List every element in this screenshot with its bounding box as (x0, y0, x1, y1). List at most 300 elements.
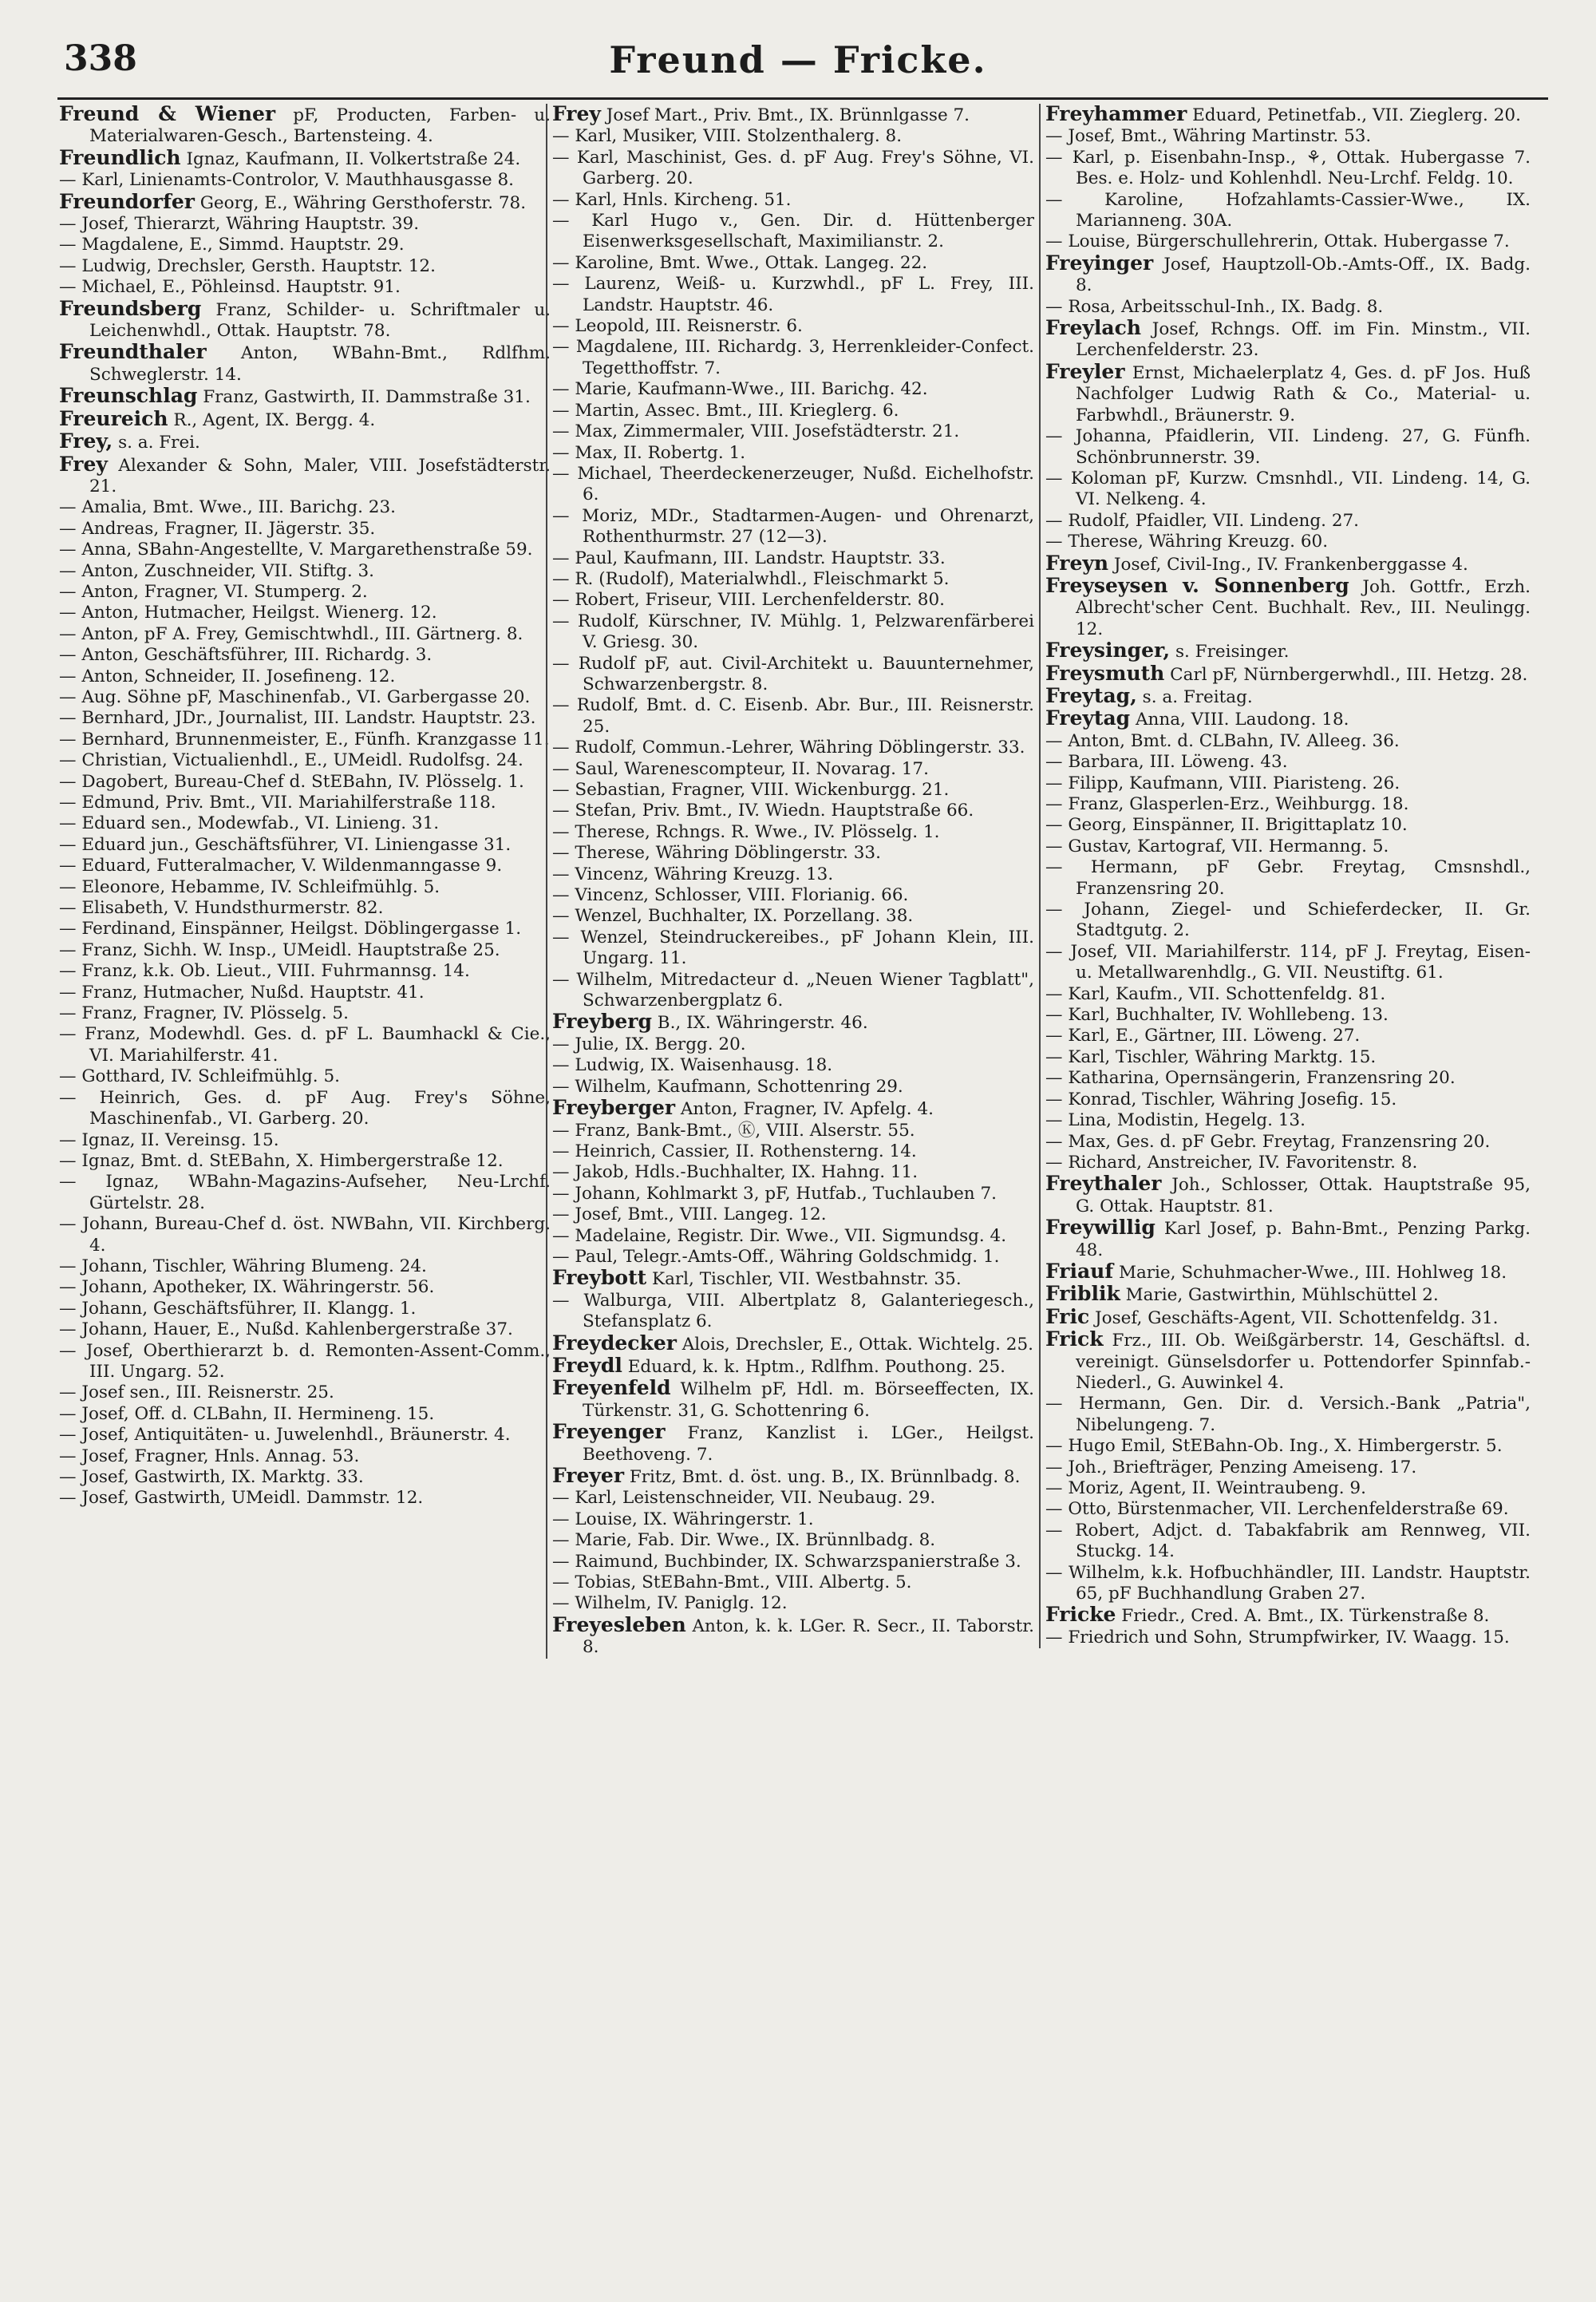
directory-entry (1045, 815, 1531, 836)
directory-entry (1045, 1436, 1531, 1457)
entry-text: — Johann, Bureau-Chef d. öst. NWBahn, VII. Kirchberg. 4. (59, 1214, 551, 1256)
entry-text: — Josef, Oberthierarzt b. d. Remonten-Assent-Comm., III. Ungarg. 52. (59, 1340, 551, 1382)
entry-text: Josef, Rchngs. Off. im Fin. Minstm., VII. Lerchenfelderstr. 23. (1076, 319, 1531, 361)
entry-text: — Hermann, pF Gebr. Freytag, Cmsnshdl., Franzensring 20. (1045, 857, 1531, 899)
entry-text: — Johann, Ziegel- und Schieferdecker, II. Gr. Stadtgutg. 2. (1045, 900, 1531, 941)
directory-entry (1045, 469, 1531, 511)
entry-text: — Stefan, Priv. Bmt., IV. Wiedn. Hauptstraße 66. (552, 801, 974, 821)
directory-entry (552, 337, 1034, 379)
entry-surname: Frick (1045, 1327, 1104, 1351)
directory-entry (59, 1151, 551, 1172)
entry-surname: Freyberger (552, 1096, 676, 1120)
entry-text: Marie, Gastwirthin, Mühlschüttel 2. (1120, 1285, 1439, 1306)
entry-text: — Josef, Fragner, Hnls. Annag. 53. (59, 1446, 360, 1466)
entry-text: — Karoline, Bmt. Wwe., Ottak. Langeg. 22. (552, 252, 928, 273)
entry-text: — Lina, Modistin, Hegelg. 13. (1045, 1110, 1306, 1131)
entry-text: Joh. Gottfr., Erzh. Albrecht'scher Cent. Buchhalt. Rev., III. Neulingg. 12. (1076, 576, 1531, 639)
directory-entry (1045, 1304, 1531, 1329)
directory-entry (59, 750, 551, 771)
entry-text: — Filipp, Kaufmann, VIII. Piaristeng. 26. (1045, 773, 1400, 793)
entry-surname: Freyinger (1045, 251, 1154, 275)
entry-text: — Walburga, VIII. Albertplatz 8, Galanteriegesch., Stefansplatz 6. (552, 1290, 1034, 1332)
directory-entry (59, 1088, 551, 1130)
entry-text: — Moriz, MDr., Stadtarmen-Augen- und Ohrenarzt, Rothenthurmstr. 27 (12—3). (552, 505, 1034, 548)
directory-entry (59, 1467, 551, 1488)
directory-entry (1045, 1499, 1531, 1520)
directory-entry (1045, 1261, 1531, 1284)
entry-surname: Friblik (1045, 1282, 1120, 1306)
entry-text: — Michael, E., Pöhleinsd. Hauptstr. 91. (59, 277, 401, 298)
directory-entry (1045, 126, 1531, 147)
entry-surname: Freysmuth (1045, 661, 1165, 685)
directory-entry (552, 548, 1034, 569)
directory-entry (552, 148, 1034, 190)
entry-text: Ernst, Michaelerplatz 4, Ges. d. pF Jos. Huß Nachfolger Ludwig Rath & Co., Material- u. Farbwhdl., Bräunerstr. 9. (1076, 362, 1531, 425)
entry-text: Franz, Kanzlist i. LGer., Heilgst. Beethoveng. 7. (583, 1423, 1034, 1465)
directory-entry (59, 582, 551, 603)
entry-surname: Freundorfer (59, 189, 195, 213)
directory-entry (552, 253, 1034, 274)
entry-text: — Andreas, Fragner, II. Jägerstr. 35. (59, 518, 376, 539)
entry-text: — Johann, Kohlmarkt 3, pF, Hutfab., Tuchlauben 7. (552, 1183, 997, 1204)
entry-text: — Josef, Off. d. CLBahn, II. Hermineng. 15. (59, 1403, 435, 1424)
entry-text: — Paul, Kaufmann, III. Landstr. Hauptstr. 33. (552, 548, 946, 568)
directory-entry (59, 687, 551, 708)
directory-entry (552, 1162, 1034, 1183)
entry-text: — Anton, Schneider, II. Josefineng. 12. (59, 666, 396, 686)
directory-entry (552, 421, 1034, 442)
directory-entry (1045, 104, 1531, 126)
directory-entry (1045, 1329, 1531, 1394)
directory-entry (59, 793, 551, 813)
entry-text: — Hugo Emil, StEBahn-Ob. Ing., X. Himbergerstr. 5. (1045, 1436, 1503, 1457)
entry-text: Eduard, k. k. Hptm., Rdlfhm. Pouthong. 25. (622, 1356, 1005, 1377)
entry-text: — Karl, Tischler, Währing Marktg. 15. (1045, 1046, 1377, 1067)
directory-entry (59, 1214, 551, 1256)
directory-entry (1045, 1005, 1531, 1026)
entry-text: — Max, Zimmermaler, VIII. Josefstädterstr. 21. (552, 421, 960, 442)
directory-entry (59, 1277, 551, 1298)
entry-text: — Heinrich, Ges. d. pF Aug. Frey's Söhne, Maschinenfab., VI. Garberg. 20. (59, 1087, 551, 1129)
entry-text: Marie, Schuhmacher-Wwe., III. Hohlweg 18. (1113, 1262, 1507, 1283)
entry-text: — Koloman pF, Kurzw. Cmsnhdl., VII. Lindeng. 14, G. VI. Nelkeng. 4. (1045, 468, 1531, 510)
entry-text: Friedr., Cred. A. Bmt., IX. Türkenstraße 8. (1116, 1606, 1490, 1627)
directory-entry (59, 342, 551, 386)
entry-text: — Max, Ges. d. pF Gebr. Freytag, Franzensring 20. (1045, 1131, 1491, 1152)
entry-text: — Edmund, Priv. Bmt., VII. Mariahilferstraße 118. (59, 793, 496, 813)
entry-surname: Freydl (552, 1353, 622, 1377)
entry-text: Fritz, Bmt. d. öst. ung. B., IX. Brünnlbadg. 8. (624, 1467, 1021, 1487)
entry-text: — Karl, p. Eisenbahn-Insp., ⚘, Ottak. Hubergasse 7. Bes. e. Holz- und Kohlenhdl. Neu-Lrchf. Feldg. 10. (1045, 147, 1531, 189)
directory-entry (59, 540, 551, 560)
entry-surname: Freysinger, (1045, 639, 1171, 663)
directory-entry (59, 1256, 551, 1277)
directory-entry (59, 145, 551, 170)
directory-entry (59, 666, 551, 687)
entry-surname: Freund & Wiener (59, 104, 276, 125)
entry-surname: Freyberg (552, 1010, 652, 1034)
directory-entry (59, 961, 551, 982)
entry-text: — Rudolf, Commun.-Lehrer, Währing Döblingerstr. 33. (552, 738, 1025, 758)
directory-entry (552, 401, 1034, 421)
directory-entry (59, 730, 551, 750)
directory-entry (59, 1488, 551, 1509)
entry-text: — Michael, Theerdeckenerzeuger, Nußd. Eichelhofstr. 6. (552, 463, 1034, 505)
directory-entry (552, 1509, 1034, 1530)
entry-text: — Tobias, StEBahn-Bmt., VIII. Albertg. 5. (552, 1572, 912, 1593)
directory-entry (59, 919, 551, 939)
entry-text: Alexander & Sohn, Maler, VIII. Josefstädterstr. 21. (89, 455, 551, 496)
directory-entry (552, 970, 1034, 1012)
entry-text: — Anton, Zuschneider, VII. Stiftg. 3. (59, 560, 374, 581)
entry-surname: Freytag, (1045, 683, 1137, 707)
entry-text: — Louise, Bürgerschullehrerin, Ottak. Hubergasse 7. (1045, 231, 1510, 252)
entry-surname: Fric (1045, 1304, 1090, 1328)
directory-entry (59, 624, 551, 645)
entry-text: — Therese, Rchngs. R. Wwe., IV. Plösselg. 1. (552, 821, 940, 842)
entry-surname: Frey, (59, 429, 113, 453)
directory-entry (552, 1121, 1034, 1141)
directory-entry (59, 940, 551, 961)
entry-text: — Julie, IX. Bergg. 20. (552, 1034, 746, 1054)
entry-text: — Karoline, Hofzahlamts-Cassier-Wwe., IX. Marianneng. 30A. (1045, 189, 1531, 231)
directory-entry (552, 843, 1034, 864)
entry-surname: Freybott (552, 1266, 647, 1290)
directory-entry (1045, 1478, 1531, 1499)
directory-entry (59, 813, 551, 834)
directory-entry (59, 1319, 551, 1340)
directory-entry (552, 1530, 1034, 1551)
column-1 (59, 104, 551, 1509)
entry-text: R., Agent, IX. Bergg. 4. (168, 409, 376, 430)
entry-text: — Bernhard, JDr., Journalist, III. Landstr. Hauptstr. 23. (59, 708, 536, 729)
directory-entry (59, 1341, 551, 1383)
directory-entry (59, 170, 551, 191)
entry-text: — Laurenz, Weiß- u. Kurzwhdl., pF L. Frey, III. Landstr. Hauptstr. 46. (552, 274, 1034, 315)
entry-text: s. a. Freitag. (1136, 686, 1253, 707)
entry-text: — Joh., Briefträger, Penzing Ameiseng. 17. (1045, 1457, 1417, 1477)
entry-surname: Freundsberg (59, 296, 202, 320)
entry-text: — Franz, Hutmacher, Nußd. Hauptstr. 41. (59, 982, 425, 1003)
entry-text: — Ignaz, WBahn-Magazins-Aufseher, Neu-Lrchf. Gürtelstr. 28. (59, 1172, 551, 1213)
entry-text: — Martin, Assec. Bmt., III. Krieglerg. 6. (552, 400, 899, 421)
entry-surname: Frey (59, 452, 108, 476)
entry-text: Wilhelm pF, Hdl. m. Börseeffecten, IX. Türkenstr. 31, G. Schottenring 6. (583, 1379, 1034, 1421)
entry-text: s. a. Frei. (113, 433, 200, 453)
entry-text: — Robert, Adjct. d. Tabakfabrik am Rennweg, VII. Stuckg. 14. (1045, 1520, 1531, 1562)
directory-entry (59, 296, 551, 342)
directory-entry (1045, 253, 1531, 297)
entry-text: — Amalia, Bmt. Wwe., III. Barichg. 23. (59, 497, 396, 518)
entry-text: — Johann, Tischler, Währing Blumeng. 24. (59, 1256, 427, 1276)
directory-entry (552, 379, 1034, 400)
directory-entry (1045, 1521, 1531, 1563)
directory-entry (59, 1172, 551, 1214)
entry-text: — Wenzel, Steindruckereibes., pF Johann Klein, III. Ungarg. 11. (552, 927, 1034, 969)
entry-text: — Wilhelm, k.k. Hofbuchhändler, III. Landstr. Hauptstr. 65, pF Buchhandlung Graben 27. (1045, 1562, 1531, 1604)
entry-text: — Dagobert, Bureau-Chef d. StEBahn, IV. Plösselg. 1. (59, 771, 524, 792)
entry-text: Ignaz, Kaufmann, II. Volkertstraße 24. (180, 148, 521, 169)
directory-entry (552, 1465, 1034, 1488)
directory-entry (552, 1034, 1034, 1055)
entry-text: — Ferdinand, Einspänner, Heilgst. Döblingergasse 1. (59, 919, 522, 939)
entry-text: Carl pF, Nürnbergerwhdl., III. Hetzg. 28. (1164, 664, 1528, 685)
entry-text: — Karl, Buchhalter, IV. Wohllebeng. 13. (1045, 1005, 1389, 1026)
entry-text: — Franz, Glasperlen-Erz., Weihburgg. 18. (1045, 794, 1409, 814)
directory-entry (59, 1024, 551, 1066)
entry-text: — Vincenz, Währing Kreuzg. 13. (552, 864, 834, 884)
directory-entry (1045, 532, 1531, 552)
entry-text: — Richard, Anstreicher, IV. Favoritenstr. 8. (1045, 1152, 1418, 1173)
directory-entry (59, 983, 551, 1003)
directory-entry (552, 611, 1034, 654)
directory-entry (552, 590, 1034, 611)
directory-entry (552, 1141, 1034, 1162)
entry-surname: Freyesleben (552, 1612, 686, 1636)
directory-entry (552, 801, 1034, 821)
entry-surname: Freyenfeld (552, 1376, 671, 1400)
entry-text: — Ludwig, IX. Waisenhausg. 18. (552, 1055, 833, 1076)
directory-entry (1045, 426, 1531, 469)
directory-entry (552, 1355, 1034, 1378)
directory-entry (552, 1268, 1034, 1290)
entry-text: — Ludwig, Drechsler, Gersth. Hauptstr. 12. (59, 255, 436, 276)
entry-text: — Josef sen., III. Reisnerstr. 25. (59, 1382, 334, 1403)
directory-entry (1045, 553, 1531, 576)
directory-entry (1045, 1068, 1531, 1089)
entry-text: — Therese, Währing Döblingerstr. 33. (552, 843, 881, 864)
entry-surname: Freunschlag (59, 384, 198, 408)
entry-text: — Robert, Friseur, VIII. Lerchenfelderstr. 80. (552, 590, 945, 611)
directory-entry (1045, 773, 1531, 794)
entry-text: Karl Josef, p. Bahn-Bmt., Penzing Parkg. 48. (1076, 1219, 1531, 1260)
directory-entry (1045, 1217, 1531, 1261)
entry-text: — R. (Rudolf), Materialwhdl., Fleischmarkt 5. (552, 568, 950, 589)
entry-text: — Franz, Modewhdl. Ges. d. pF L. Baumhackl & Cie., VI. Mariahilferstr. 41. (59, 1024, 551, 1066)
directory-entry (552, 569, 1034, 590)
column-2 (546, 104, 1034, 1659)
directory-entry (552, 1204, 1034, 1225)
directory-entry (1045, 511, 1531, 532)
entry-text: Anton, Fragner, IV. Apfelg. 4. (675, 1099, 934, 1120)
entry-text: — Eduard, Futteralmacher, V. Wildenmanngasse 9. (59, 856, 503, 876)
directory-entry (1045, 731, 1531, 752)
entry-text: — Karl, Kaufm., VII. Schottenfeldg. 81. (1045, 983, 1386, 1004)
entry-text: — Anton, Hutmacher, Heilgst. Wienerg. 12. (59, 603, 437, 623)
directory-entry (1045, 1604, 1531, 1627)
entry-surname: Friauf (1045, 1259, 1114, 1283)
entry-text: — Karl, Leistenschneider, VII. Neubaug. 29. (552, 1488, 936, 1509)
entry-text: — Karl, E., Gärtner, III. Löweng. 27. (1045, 1026, 1361, 1046)
entry-text: — Friedrich und Sohn, Strumpfwirker, IV. Waagg. 15. (1045, 1627, 1510, 1647)
entry-text: — Franz, Sichh. W. Insp., UMeidl. Hauptstraße 25. (59, 939, 500, 960)
entry-text: — Wenzel, Buchhalter, IX. Porzellang. 38. (552, 906, 914, 927)
entry-surname: Freyenger (552, 1420, 666, 1444)
entry-surname: Freyhammer (1045, 104, 1187, 125)
directory-entry (59, 386, 551, 408)
entry-surname: Freyler (1045, 359, 1125, 383)
entry-text: — Wilhelm, IV. Paniglg. 12. (552, 1593, 788, 1614)
entry-text: — Magdalene, E., Simmd. Hauptstr. 29. (59, 235, 405, 255)
directory-entry (552, 1422, 1034, 1465)
entry-text: — Karl, Maschinist, Ges. d. pF Aug. Frey's Söhne, VI. Garberg. 20. (552, 147, 1034, 189)
entry-text: — Vincenz, Schlosser, VIII. Florianig. 66. (552, 885, 909, 906)
entry-text: — Rudolf, Bmt. d. C. Eisenb. Abr. Bur., III. Reisnerstr. 25. (552, 695, 1034, 737)
directory-entry (59, 1003, 551, 1024)
directory-entry (1045, 231, 1531, 252)
header-rule (57, 97, 1548, 100)
entry-text: — Leopold, III. Reisnerstr. 6. (552, 316, 803, 337)
entry-text: Eduard, Petinetfab., VII. Zieglerg. 20. (1187, 105, 1521, 125)
directory-entry (1045, 984, 1531, 1005)
entry-text: — Gustav, Kartograf, VII. Hermanng. 5. (1045, 836, 1389, 856)
entry-text: — Christian, Victualienhdl., E., UMeidl. Rudolfsg. 24. (59, 750, 523, 771)
directory-entry (552, 126, 1034, 147)
directory-entry (552, 1098, 1034, 1120)
directory-entry (59, 856, 551, 876)
entry-text: — Franz, k.k. Ob. Lieut., VIII. Fuhrmannsg. 14. (59, 961, 470, 982)
entry-surname: Freylach (1045, 316, 1142, 340)
directory-entry (59, 603, 551, 623)
directory-entry (1045, 708, 1531, 730)
entry-text: Josef Mart., Priv. Bmt., IX. Brünnlgasse 7. (600, 105, 970, 125)
directory-entry (59, 645, 551, 666)
entry-text: — Anton, Fragner, VI. Stumperg. 2. (59, 581, 368, 602)
directory-entry (552, 654, 1034, 696)
directory-entry (59, 1425, 551, 1446)
directory-entry (1045, 1153, 1531, 1173)
directory-entry (59, 708, 551, 729)
entry-text: — Marie, Kaufmann-Wwe., III. Barichg. 42. (552, 379, 928, 400)
entry-text: — Konrad, Tischler, Währing Josefig. 15. (1045, 1089, 1397, 1109)
directory-entry (1045, 794, 1531, 815)
entry-text: — Wilhelm, Kaufmann, Schottenring 29. (552, 1076, 903, 1097)
entry-text: — Josef, Gastwirth, IX. Marktg. 33. (59, 1467, 364, 1487)
entry-text: — Rosa, Arbeitsschul-Inh., IX. Badg. 8. (1045, 296, 1384, 317)
directory-entry (59, 431, 551, 453)
directory-entry (1045, 318, 1531, 362)
entry-text: — Josef, Antiquitäten- u. Juwelenhdl., Bräunerstr. 4. (59, 1425, 511, 1446)
directory-entry (552, 506, 1034, 548)
entry-text: — Rudolf pF, aut. Civil-Architekt u. Bauunternehmer, Schwarzenbergstr. 8. (552, 653, 1034, 694)
directory-entry (59, 189, 551, 214)
directory-entry (59, 406, 551, 431)
directory-entry (1045, 640, 1531, 663)
directory-entry (1045, 1284, 1531, 1306)
directory-entry (59, 772, 551, 793)
entry-text: — Karl, Hnls. Kircheng. 51. (552, 189, 792, 210)
directory-entry (59, 277, 551, 298)
entry-text: — Josef, Thierarzt, Währing Hauptstr. 39. (59, 214, 420, 235)
entry-surname: Freythaler (1045, 1172, 1162, 1196)
entry-text: — Anna, SBahn-Angestellte, V. Margarethenstraße 59. (59, 540, 533, 560)
entry-text: — Hermann, Gen. Dir. d. Versich.-Bank „Patria", Nibelungeng. 7. (1045, 1394, 1531, 1435)
directory-entry (59, 214, 551, 235)
directory-entry (1045, 297, 1531, 318)
running-title: Freund — Fricke. (609, 38, 987, 81)
entry-text: — Aug. Söhne pF, Maschinenfab., VI. Garbergasse 20. (59, 686, 531, 707)
directory-entry (1045, 900, 1531, 942)
entry-text: — Louise, IX. Währingerstr. 1. (552, 1509, 814, 1529)
entry-text: — Josef, Bmt., Währing Martinstr. 53. (1045, 126, 1372, 147)
entry-text: — Saul, Warenescompteur, II. Novarag. 17. (552, 758, 929, 779)
directory-entry (59, 235, 551, 255)
entry-text: — Franz, Fragner, IV. Plösselg. 5. (59, 1003, 349, 1024)
entry-text: — Ignaz, Bmt. d. StEBahn, X. Himbergerstraße 12. (59, 1150, 504, 1171)
entry-text: — Magdalene, III. Richardg. 3, Herrenkleider-Confect. Tegetthoffstr. 7. (552, 337, 1034, 378)
directory-entry (552, 190, 1034, 211)
entry-surname: Freyseysen v. Sonnenberg (1045, 573, 1349, 597)
directory-entry (59, 877, 551, 898)
directory-entry (1045, 663, 1531, 686)
directory-entry (1045, 1173, 1531, 1217)
directory-entry (552, 695, 1034, 738)
entry-text: — Barbara, III. Löweng. 43. (1045, 752, 1288, 773)
entry-text: — Karl Hugo v., Gen. Dir. d. Hüttenberger Eisenwerksgesellschaft, Maximilianstr. 2. (552, 211, 1034, 252)
directory-entry (552, 780, 1034, 801)
entry-text: — Karl, Linienamts-Controlor, V. Mauthhausgasse 8. (59, 170, 515, 191)
directory-entry (552, 1333, 1034, 1355)
entry-text: — Johann, Hauer, E., Nußd. Kahlenbergerstraße 37. (59, 1319, 513, 1340)
entry-text: — Madelaine, Registr. Dir. Wwe., VII. Sigmundsg. 4. (552, 1225, 1007, 1246)
directory-entry (552, 928, 1034, 970)
entry-surname: Freyer (552, 1464, 624, 1487)
entry-text: — Eduard sen., Modewfab., VI. Linieng. 31. (59, 813, 440, 834)
directory-entry (1045, 942, 1531, 984)
directory-entry (59, 497, 551, 518)
entry-text: pF, Producten, Farben- u. Materialwaren-Gesch., Bartensteing. 4. (89, 105, 551, 147)
entry-text: — Paul, Telegr.-Amts-Off., Währing Goldschmidg. 1. (552, 1246, 1000, 1267)
directory-entry (1045, 752, 1531, 773)
directory-entry (552, 1552, 1034, 1572)
entry-text: — Bernhard, Brunnenmeister, E., Fünfh. Kranzgasse 11. (59, 729, 550, 750)
column-3 (1039, 104, 1531, 1648)
entry-text: — Johann, Apotheker, IX. Währingerstr. 56. (59, 1277, 435, 1298)
directory-entry (1045, 1132, 1531, 1153)
entry-text: — Johann, Geschäftsführer, II. Klangg. 1. (59, 1298, 417, 1319)
entry-text: — Moriz, Agent, II. Weintraubeng. 9. (1045, 1478, 1366, 1498)
entry-text: Anton, WBahn-Bmt., Rdlfhm. Schweglerstr. 14. (89, 343, 551, 385)
directory-entry (59, 898, 551, 919)
entry-surname: Freywillig (1045, 1216, 1156, 1240)
directory-entry (552, 1226, 1034, 1247)
directory-entry (59, 561, 551, 582)
entry-text: — Sebastian, Fragner, VIII. Wickenburgg. 21. (552, 780, 950, 800)
directory-entry (59, 104, 551, 148)
entry-text: — Josef, VII. Mariahilferstr. 114, pF J. Freytag, Eisen- u. Metallwarenhdlg., G. VII. Neustiftg. 61. (1045, 941, 1531, 983)
entry-text: Karl, Tischler, VII. Westbahnstr. 35. (646, 1269, 962, 1290)
directory-entry (552, 759, 1034, 780)
directory-entry (552, 1378, 1034, 1422)
entry-surname: Freydecker (552, 1331, 677, 1355)
directory-entry (59, 519, 551, 540)
entry-text: Josef, Civil-Ing., IV. Frankenberggasse 4. (1108, 554, 1468, 575)
directory-entry (552, 1055, 1034, 1076)
directory-entry (552, 274, 1034, 316)
directory-entry (552, 1291, 1034, 1333)
directory-entry (552, 1011, 1034, 1034)
directory-entry (59, 1382, 551, 1403)
entry-text: — Johanna, Pfaidlerin, VII. Lindeng. 27, G. Fünfh. Schönbrunnerstr. 39. (1045, 426, 1531, 468)
directory-entry (552, 1488, 1034, 1509)
directory-entry (59, 835, 551, 856)
entry-text: — Josef, Gastwirth, UMeidl. Dammstr. 12. (59, 1488, 424, 1509)
directory-entry (1045, 683, 1531, 708)
entry-surname: Freyn (1045, 551, 1109, 575)
entry-text: — Anton, pF A. Frey, Gemischtwhdl., III. Gärtnerg. 8. (59, 623, 523, 644)
directory-entry (1045, 148, 1531, 190)
directory-entry (552, 1593, 1034, 1614)
